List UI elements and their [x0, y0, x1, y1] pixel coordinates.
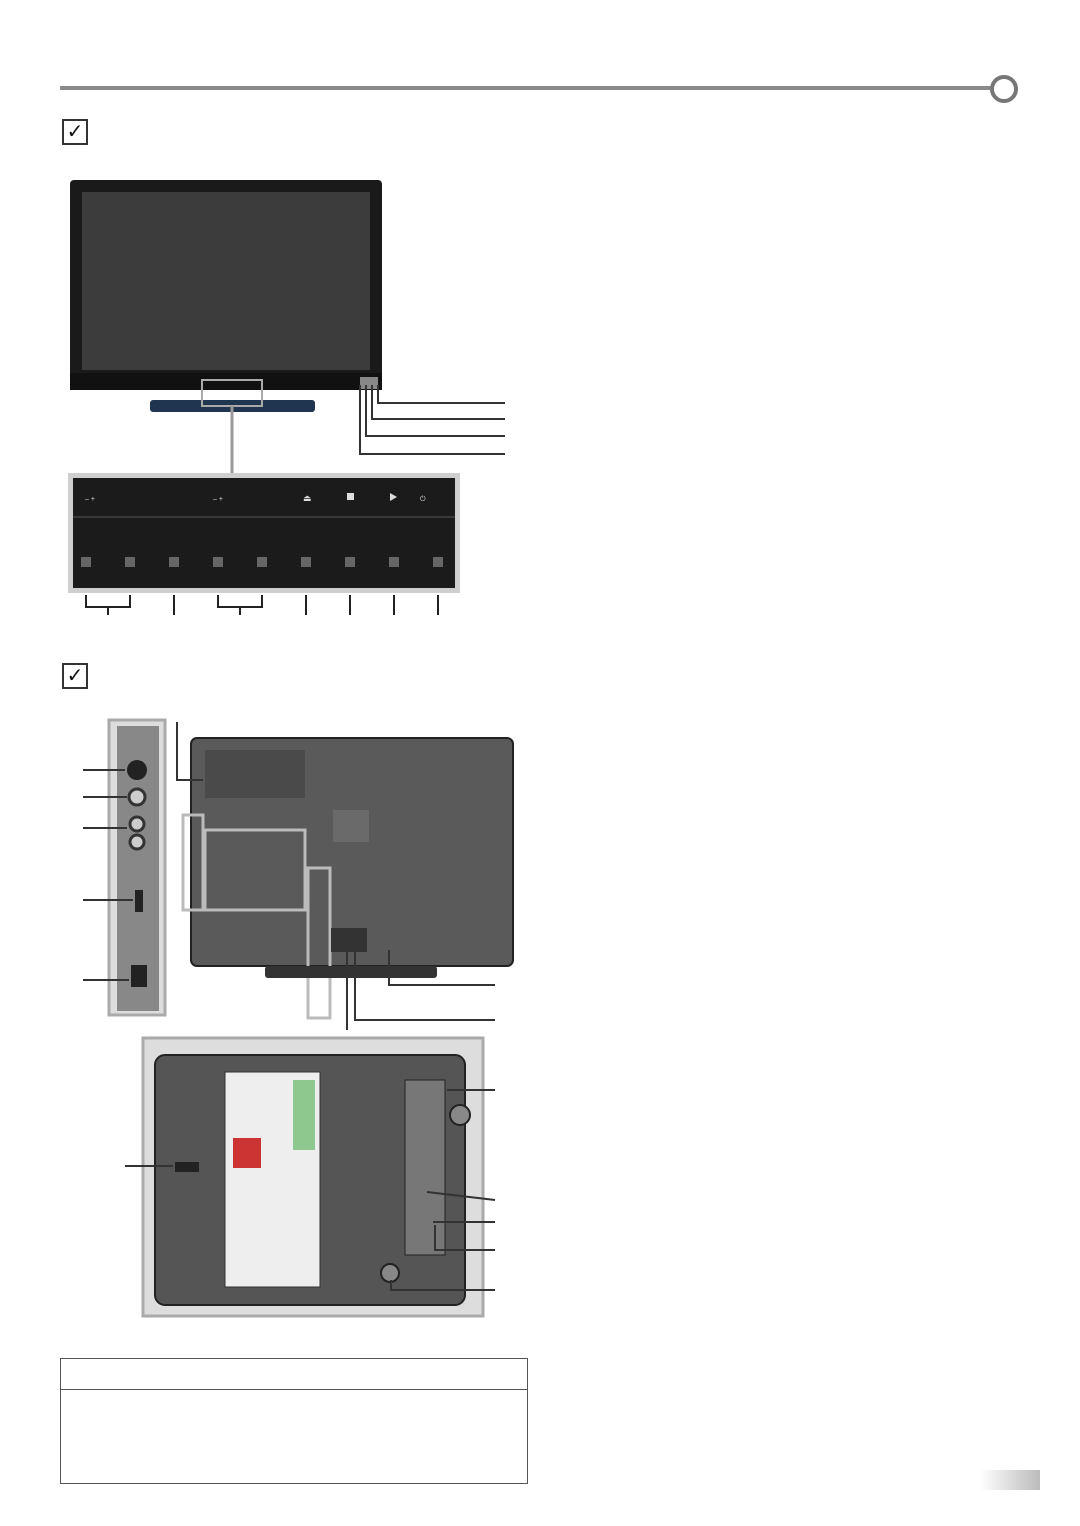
- svg-text:⏻: ⏻: [420, 496, 426, 503]
- top-rule: [60, 86, 995, 90]
- section-heading-rear-panel: [62, 660, 96, 694]
- checkbox-icon: ✓: [62, 663, 88, 689]
- checkbox-icon: ✓: [62, 119, 88, 145]
- control-panel-strip: [73, 478, 455, 588]
- tv-screen: [82, 192, 370, 370]
- section-heading-control-panel: [62, 116, 96, 150]
- svg-text:– +: – +: [213, 496, 223, 503]
- page-number-bar: [980, 1470, 1040, 1490]
- note-box: [60, 1358, 528, 1484]
- top-rule-end-circle: [990, 75, 1018, 103]
- svg-text:⏏: ⏏: [303, 493, 312, 503]
- tv-rear-stand: [265, 966, 437, 978]
- svg-text:– +: – +: [85, 496, 95, 503]
- tv-front-illustration: [60, 175, 530, 635]
- tv-rear-illustration: [55, 700, 535, 1320]
